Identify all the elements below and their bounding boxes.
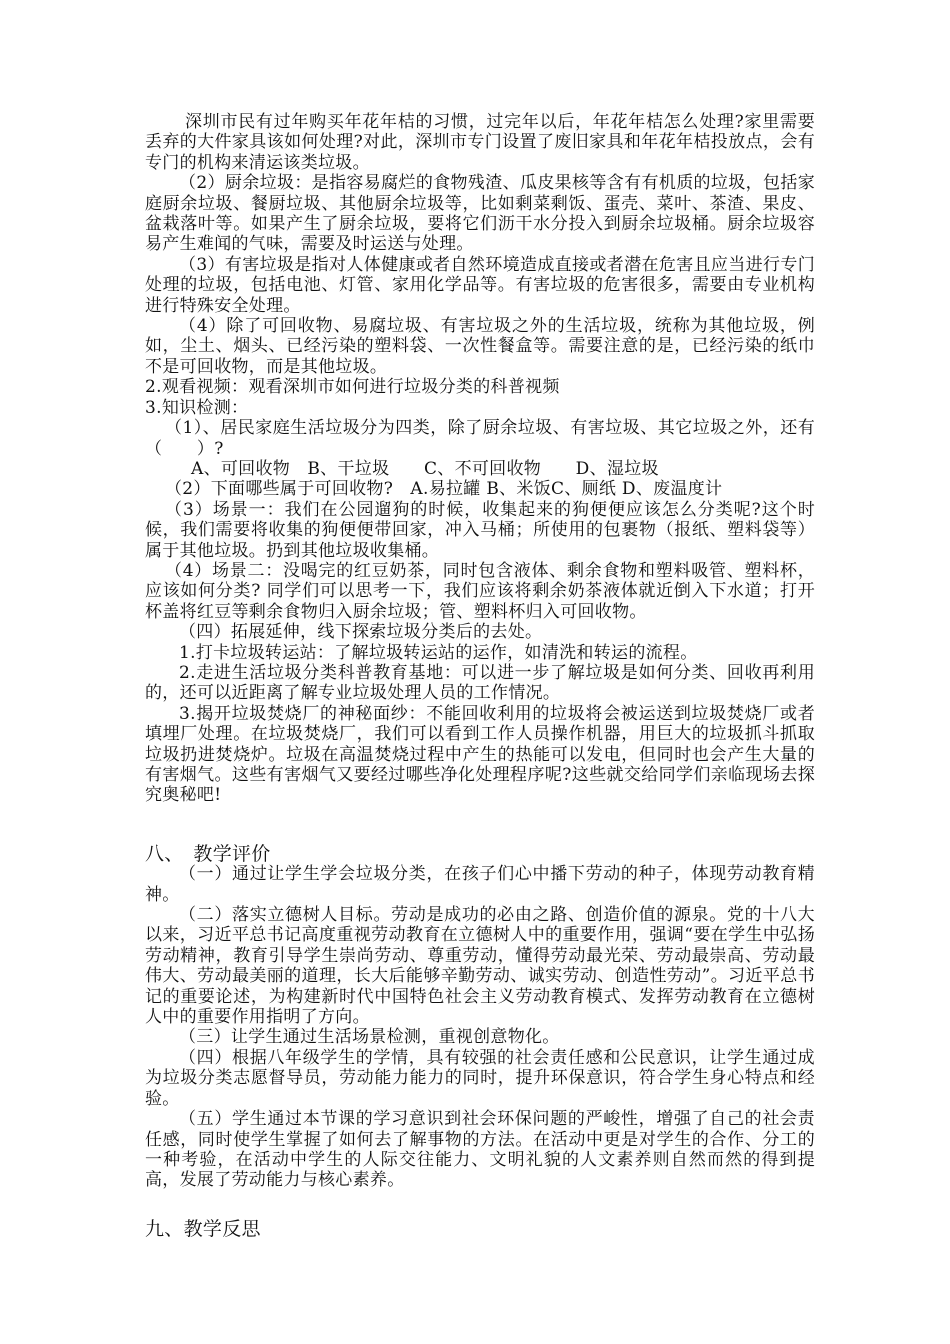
question-1: （1）、居民家庭生活垃圾分为四类，除了厨余垃圾、有害垃圾、其它垃圾之外，还有（ ）? (145, 418, 815, 459)
evaluation-1: （一）通过让学生学会垃圾分类，在孩子们心中播下劳动的种子，体现劳动教育精神。 (145, 864, 815, 905)
question-4: （4）场景二：没喝完的红豆奶茶，同时包含液体、剩余食物和塑料吸管、塑料杯，应该如何分类? 同学们可以思考一下，我们应该将剩余奶茶液体就近倒入下水道；打开杯盖将红豆等剩余食物归入厨余垃圾；管、塑料杯归入可回收物。 (145, 560, 815, 622)
question-1-options: A、可回收物 B、干垃圾 C、不可回收物 D、湿垃圾 (191, 458, 659, 479)
paragraph-new-year-plants: 深圳市民有过年购买年花年桔的习惯，过完年以后，年花年桔怎么处理?家里需要丢弃的大件家具该如何处理?对此，深圳市专门设置了废旧家具和年花年桔投放点，会有专门的机构来清运该类垃圾。 (145, 112, 815, 173)
spacer (145, 806, 815, 844)
evaluation-2: （二）落实立德树人目标。劳动是成功的必由之路、创造价值的源泉。党的十八大以来，习近平总书记高度重视劳动教育在立德树人中的重要作用，强调“要在学生中弘扬劳动精神，教育引导学生崇尚劳动、尊重劳动，懂得劳动最光荣、劳动最崇高、劳动最伟大、劳动最美丽的道理，长大后能够辛勤劳动、诚实劳动、创造性劳动”。习近平总书记的重要论述，为构建新时代中国特色社会主义劳动教育模式、发挥劳动教育在立德树人中的重要作用指明了方向。 (145, 905, 815, 1028)
paragraph-hazardous-waste: （3）有害垃圾是指对人体健康或者自然环境造成直接或者潜在危害且应当进行专门处理的垃圾，包括电池、灯管、家用化学品等。有害垃圾的危害很多，需要由专业机构进行特殊安全处理。 (145, 254, 815, 316)
extension-item-3: 3.揭开垃圾焚烧厂的神秘面纱：不能回收利用的垃圾将会被运送到垃圾焚烧厂或者填埋厂处理。在垃圾焚烧厂，我们可以看到工作人员操作机器，用巨大的垃圾抓斗抓取垃圾扔进焚烧炉。垃圾在高温焚烧过程中产生的热能可以发电，但同时也会产生大量的有害烟气。这些有害烟气又要经过哪些净化处理程序呢?这些就交给同学们亲临现场去探究奥秘吧! (145, 703, 815, 806)
item-knowledge-check: 3.知识检测： (145, 397, 249, 418)
evaluation-3: （三）让学生通过生活场景检测，重视创意物化。 (179, 1027, 560, 1048)
paragraph-kitchen-waste: （2）厨余垃圾：是指容易腐烂的食物残渣、瓜皮果核等含有有机质的垃圾，包括家庭厨余垃圾、餐厨垃圾、其他厨余垃圾等，比如剩菜剩饭、蛋壳、菜叶、茶渣、果皮、盆栽落叶等。如果产生了厨余垃圾，要将它们沥干水分投入到厨余垃圾桶。厨余垃圾容易产生难闻的气味，需要及时运送与处理。 (145, 173, 815, 255)
spacer (145, 1191, 815, 1219)
item-watch-video: 2.观看视频：观看深圳市如何进行垃圾分类的科普视频 (145, 377, 560, 398)
paragraph-other-waste: （4）除了可回收物、易腐垃圾、有害垃圾之外的生活垃圾，统称为其他垃圾，例如，尘土、烟头、已经污染的塑料袋、一次性餐盒等。需要注意的是，已经污染的纸巾不是可回收物，而是其他垃圾。 (145, 316, 815, 377)
document-page (145, 112, 815, 1239)
question-3: （3）场景一：我们在公园遛狗的时候，收集起来的狗便便应该怎么分类呢?这个时候，我们需要将收集的狗便便带回家，冲入马桶；所使用的包裹物（报纸、塑料袋等）属于其他垃圾。扔到其他垃圾收集桶。 (145, 499, 815, 561)
evaluation-5: （五）学生通过本节课的学习意识到社会环保问题的严峻性，增强了自己的社会责任感，同时使学生掌握了如何去了解事物的方法。在活动中更是对学生的合作、分工的一种考验，在活动中学生的人际交往能力、文明礼貌的人文素养则自然而然的得到提高，发展了劳动能力与核心素养。 (145, 1109, 815, 1191)
question-2: （2）下面哪些属于可回收物? A.易拉罐 B、米饭C、厕纸 D、废温度计 (165, 479, 723, 500)
extension-item-1: 1.打卡垃圾转运站：了解垃圾转运站的运作，如清洗和转运的流程。 (179, 642, 698, 663)
section-8-title: 八、 教学评价 (145, 842, 271, 865)
extension-title: （四）拓展延伸，线下探索垃圾分类后的去处。 (179, 622, 543, 643)
section-9-title: 九、教学反思 (145, 1217, 261, 1240)
evaluation-4: （四）根据八年级学生的学情，具有较强的社会责任感和公民意识，让学生通过成为垃圾分类志愿督导员，劳动能力能力的同时，提升环保意识，符合学生身心特点和经验。 (145, 1047, 815, 1109)
extension-item-2: 2.走进生活垃圾分类科普教育基地：可以进一步了解垃圾是如何分类、回收再利用的，还可以近距离了解专业垃圾处理人员的工作情况。 (145, 662, 815, 704)
